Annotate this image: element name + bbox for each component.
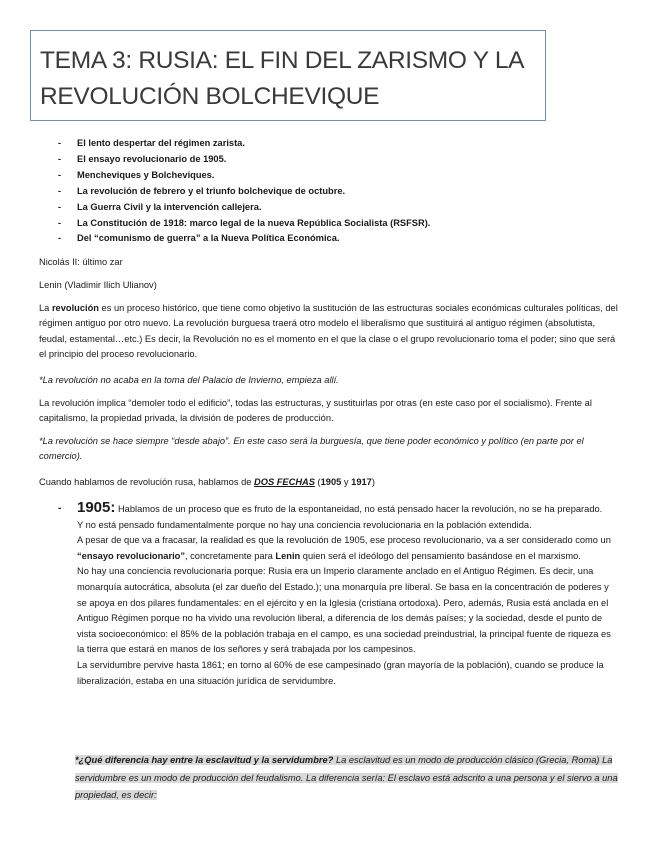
- para1-rest: es un proceso histórico, que tiene como objetivo la sustitución de las estructuras sociales económicas culturales políticas, del régimen antiguo por otro nuevo. La revolución burguesa traerá otro modelo el liberalismo que sustituirá al antiguo régimen (absolutista, feudal, estamental…etc.) Es decir, la Revolución no es el momento en el que la clase o el grupo revolucionario toma el poder; sino que será el principio del proceso revolucionario.: [39, 303, 618, 360]
- index-item: - La Constitución de 1918: marco legal de la nueva República Socialista (RSFSR).: [58, 216, 430, 232]
- index-item: - El ensayo revolucionario de 1905.: [58, 152, 430, 168]
- highlight-answer: La esclavitud es un modo de producción clásico (Grecia, Roma) La servidumbre es un modo de producción del feudalismo. La diferencia sería: El esclavo está adscrito a una persona y el siervo a una propiedad, es decir:: [75, 755, 618, 800]
- paragraph-revolucion: [39, 301, 619, 363]
- date-1905: 1905: [320, 477, 342, 487]
- index-item: - El lento despertar del régimen zarista.: [58, 136, 430, 152]
- dates-emphasis: DOS FECHAS: [254, 477, 315, 487]
- s1905-t2: Y no está pensado fundamentalmente porque no hay una conciencia revolucionaria en la población extendida.: [77, 519, 532, 530]
- para1-bold: revolución: [51, 303, 99, 313]
- section-1905-body: [77, 500, 618, 689]
- highlight-question: *¿Qué diferencia hay entre la esclavitud y la servidumbre?: [75, 755, 334, 765]
- bullet-dash: -: [58, 503, 62, 514]
- highlighted-question: [75, 752, 623, 805]
- s1905-t3d: Lenin: [275, 550, 301, 561]
- index-item: - Mencheviques y Bolcheviques.: [58, 168, 430, 184]
- dates-line: [39, 475, 619, 490]
- s1905-t5: La servidumbre pervive hasta 1861; en torno al 60% de ese campesinado (gran mayoría de la población), cuando se produce la liberalización, estaba en una situación jurídica de servidumbre.: [77, 659, 604, 686]
- note-lenin: Lenin (Vladimir Ilich Ulianov): [39, 280, 157, 290]
- note-desde-abajo: *La revolución se hace siempre “desde abajo”. En este caso será la burguesía, que tiene poder económico y político (en parte por el comercio).: [39, 436, 584, 462]
- dates-open: (: [314, 477, 321, 487]
- index-item: - Del “comunismo de guerra” a la Nueva Política Económica.: [58, 231, 430, 247]
- paragraph-demoler: La revolución implica “demoler todo el edificio”, todas las estructuras, y sustituirlas por otras (en este caso por el socialismo). Frente al capitalismo, la propiedad privada, la división de poderes de producción.: [39, 398, 592, 424]
- s1905-t3e: quien será el ideólogo del pensamiento basándose en el marxismo.: [300, 550, 581, 561]
- topic-index-list: [58, 136, 430, 247]
- para1-pre: La: [39, 303, 52, 313]
- dates-close: ): [371, 477, 375, 487]
- dates-mid: y: [341, 477, 352, 487]
- s1905-t1: Hablamos de un proceso que es fruto de la espontaneidad, no está pensado hacer la revolución, no se ha preparado.: [115, 504, 603, 514]
- s1905-t3c: , concretamente para: [184, 550, 276, 561]
- s1905-t3a: A pesar de que va a fracasar, la realidad es que la revolución de 1905, ese proceso revolucionario, va a ser considerado como un: [77, 535, 611, 546]
- s1905-t3b: “ensayo revolucionario”: [77, 550, 185, 561]
- s1905-t4: No hay una conciencia revolucionaria porque: Rusia era un Imperio claramente anclado en el Antiguo Régimen. Es decir, una monarquía autocrática, absoluta (el zar dueño del Estado.); una monarquía pre liberal. Se basa en la concentración de poderes y se apoya en dos pilares fundamentales: en el ejército y en la Iglesia (cristiana ortodoxa). Pero, además, Rusia está anclada en el Antiguo Régimen porque no ha vivido una revolución liberal, a diferencia de los demás países; y la sociedad, desde el punto de vista socioeconómico: el 85% de la población trabaja en el campo, es una sociedad preindustrial, la principal fuente de riqueza es la tierra que estará en manos de los señores y será trabajada por los campesinos.: [77, 566, 611, 655]
- page-title-line-1: TEMA 3: RUSIA: EL FIN DEL ZARISMO Y LA: [40, 47, 525, 74]
- title-box: [30, 30, 546, 121]
- s1905-year: 1905:: [77, 499, 116, 516]
- highlight-mark: [75, 755, 618, 800]
- s1905-line-3: [77, 533, 618, 564]
- date-1917: 1917: [351, 477, 372, 487]
- s1905-line-1: [77, 500, 618, 518]
- index-item: - La Guerra Civil y la intervención callejera.: [58, 200, 430, 216]
- note-palacio: *La revolución no acaba en la toma del Palacio de Invierno, empieza allí.: [39, 375, 339, 385]
- page-title-line-2: REVOLUCIÓN BOLCHEVIQUE: [40, 83, 380, 110]
- index-item: - La revolución de febrero y el triunfo bolchevique de octubre.: [58, 184, 430, 200]
- section-1905: [58, 500, 618, 689]
- note-nicolas: Nicolás II: último zar: [39, 257, 123, 267]
- dates-pre: Cuando hablamos de revolución rusa, hablamos de: [39, 477, 254, 487]
